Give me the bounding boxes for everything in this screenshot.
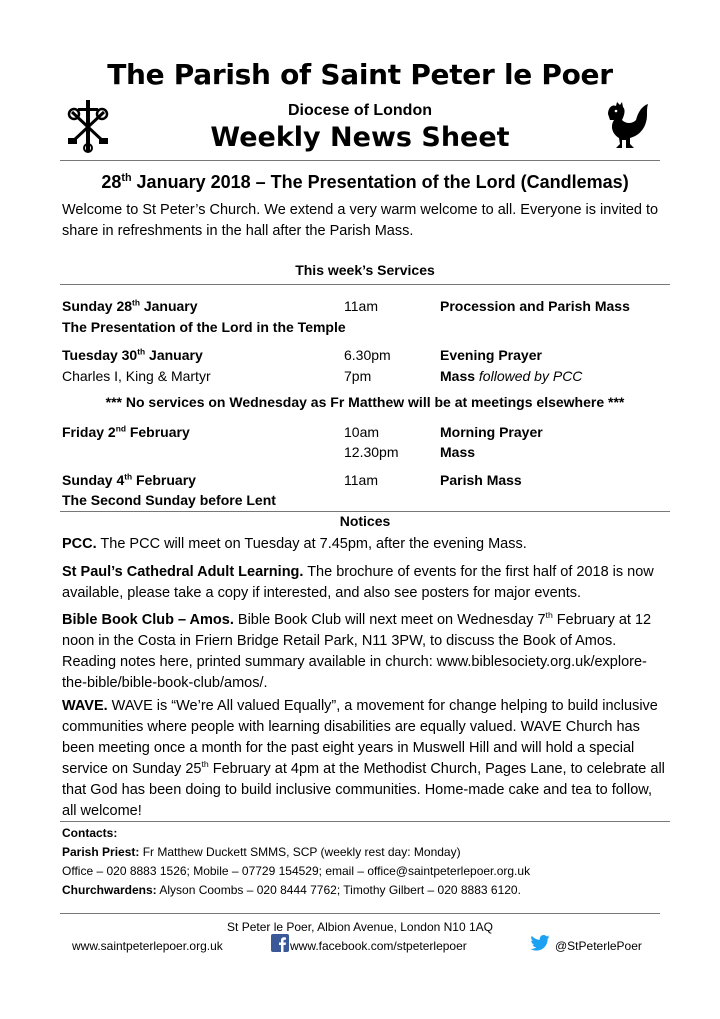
service-event: Parish Mass: [440, 472, 522, 488]
notices-divider: [60, 511, 670, 512]
service-subtitle: The Second Sunday before Lent: [62, 492, 276, 508]
contact-churchwardens: Churchwardens: Alyson Coombs – 020 8444 7762; Timothy Gilbert – 020 8883 6120.: [62, 883, 521, 897]
service-subtitle: Charles I, King & Martyr: [62, 368, 211, 384]
notice-st-pauls: St Paul’s Cathedral Adult Learning. The brochure of events for the first half of 2018 is now available, please take a copy if interested, and also see posters for major events.: [62, 564, 654, 601]
service-subtitle: The Presentation of the Lord in the Temple: [62, 319, 346, 335]
date-heading: 28th January 2018 – The Presentation of the Lord (Candlemas): [101, 172, 629, 192]
contacts-heading: Contacts:: [62, 826, 118, 840]
contact-priest: Parish Priest: Fr Matthew Duckett SMMS, SCP (weekly rest day: Monday): [62, 845, 461, 859]
news-sheet-title: Weekly News Sheet: [210, 122, 510, 153]
notice-bible-book-club: Bible Book Club – Amos. Bible Book Club will next meet on Wednesday 7th February at 12 noon in the Costa in Friern Bridge Retail Park, N11 3PW, to discuss the Book of Amos. Reading notes here, printed summary available in church: www.biblesociety.org.uk/explore-the-bible/bible-book-club/amos/.: [62, 610, 652, 691]
service-event: Mass followed by PCC: [440, 368, 583, 384]
diocese-label: Diocese of London: [288, 102, 432, 119]
service-event: Morning Prayer: [440, 424, 543, 440]
services-divider: [60, 284, 670, 285]
service-time: 10am: [344, 424, 380, 440]
parish-title: The Parish of Saint Peter le Poer: [107, 58, 613, 91]
service-time: 12.30pm: [344, 444, 399, 460]
service-row: Friday 2nd February: [62, 423, 190, 440]
contacts-divider: [60, 821, 670, 822]
service-time: 11am: [344, 472, 378, 488]
notice-wave: WAVE. WAVE is “We’re All valued Equally”, a movement for change helping to build inclusive communities where people with learning disabilities are equally valued. WAVE Church has been meeting once a month for the past eight years in Muswell Hill and will hold a special service on Sunday 25th February at 4pm at the Methodist Church, Pages Lane, to celebrate all that God has been doing to build inclusive communities. Home-made cake and tea to follow, all welcome!: [62, 698, 665, 819]
service-time: 11am: [344, 298, 378, 314]
service-time: 7pm: [344, 368, 372, 384]
facebook-icon: [271, 934, 289, 952]
contact-office: Office – 020 8883 1526; Mobile – 07729 154529; email – office@saintpeterlepoer.org.uk: [62, 864, 531, 878]
twitter-bird-icon: [530, 935, 550, 951]
services-heading: This week’s Services: [295, 262, 435, 278]
service-row: Tuesday 30th January: [62, 346, 203, 363]
service-event: Mass: [440, 444, 476, 460]
notices-heading: Notices: [339, 513, 391, 529]
service-event: Evening Prayer: [440, 347, 542, 363]
footer-address: St Peter le Poer, Albion Avenue, London N10 1AQ: [227, 920, 493, 934]
footer-divider: [60, 913, 660, 914]
service-time: 6.30pm: [344, 347, 391, 363]
service-row: Sunday 28th January: [62, 297, 198, 314]
service-event: Procession and Parish Mass: [440, 298, 630, 314]
notice-pcc: PCC. The PCC will meet on Tuesday at 7.45pm, after the evening Mass.: [62, 536, 527, 552]
welcome-text: Welcome to St Peter’s Church. We extend a very warm welcome to all. Everyone is invited to share in refreshments in the hall after the Parish Mass.: [62, 202, 659, 239]
service-row: Sunday 4th February: [62, 471, 196, 488]
footer-twitter-handle[interactable]: @StPeterlePoer: [555, 939, 642, 953]
footer-website-link[interactable]: www.saintpeterlepoer.org.uk: [72, 939, 223, 953]
footer-facebook-link[interactable]: www.facebook.com/stpeterlepoer: [290, 939, 467, 953]
header-divider: [60, 160, 660, 161]
no-services-notice: *** No services on Wednesday as Fr Matthew will be at meetings elsewhere ***: [105, 394, 625, 410]
